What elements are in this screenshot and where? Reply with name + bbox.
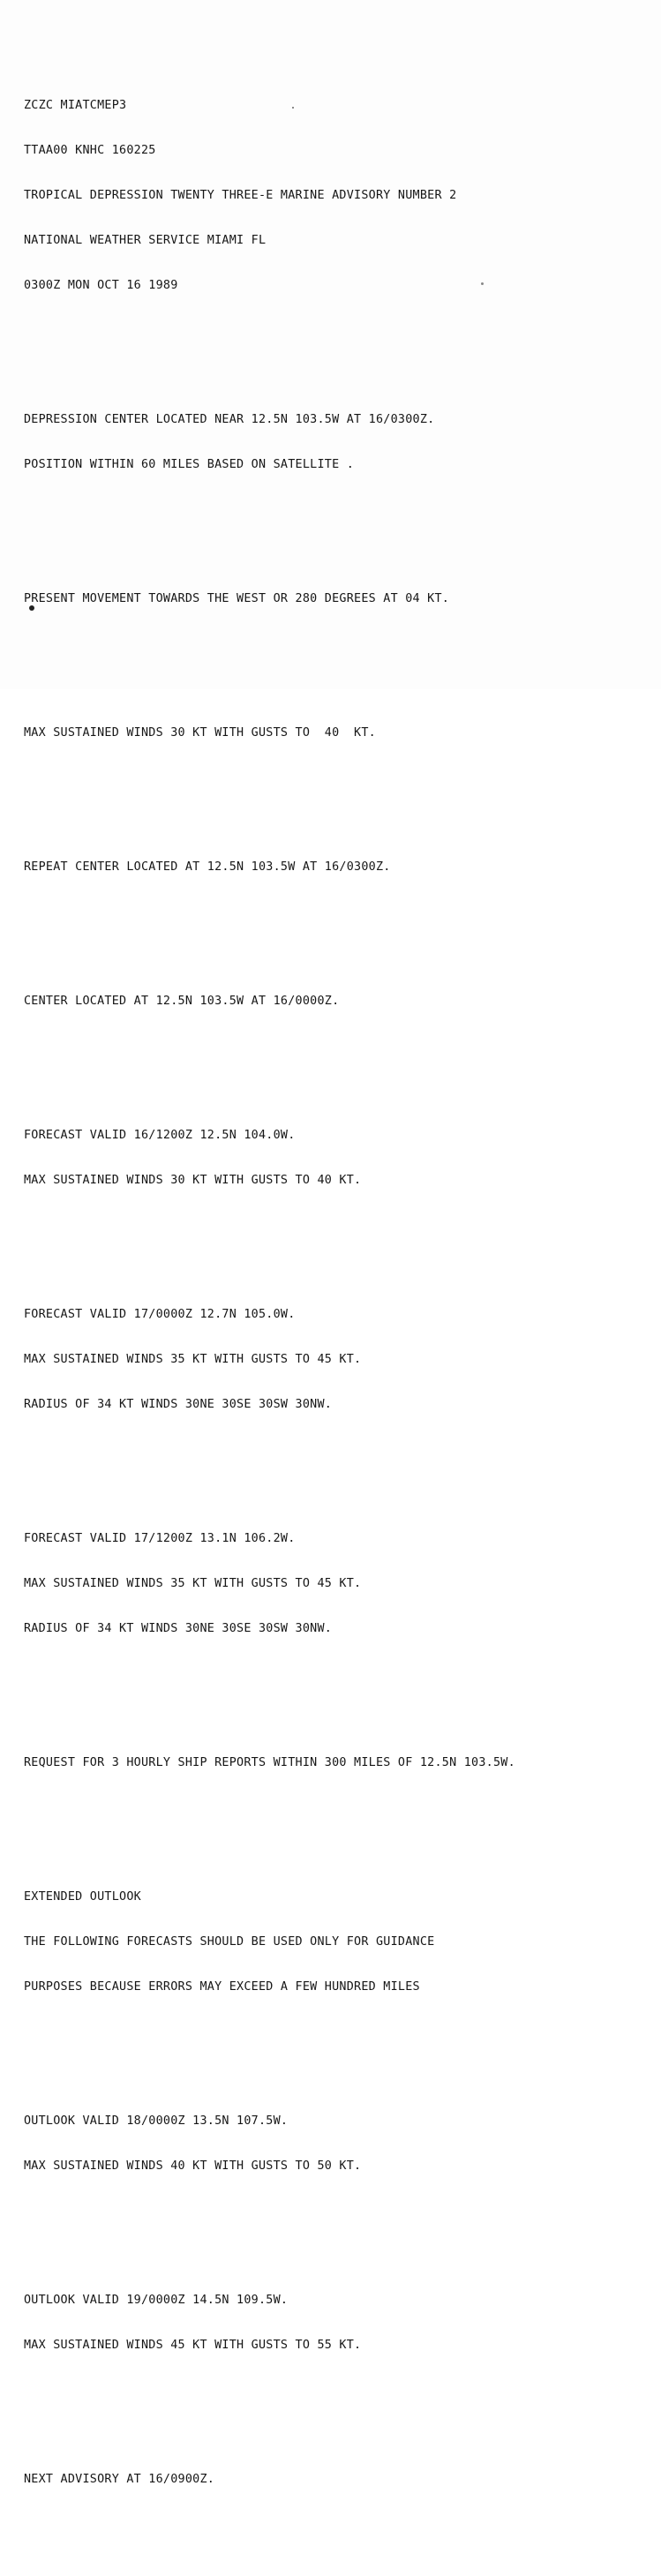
header-block <box>24 68 655 323</box>
movement-block <box>24 561 655 636</box>
transmission-id: ZCZC MIATCMEP3 <box>24 99 127 112</box>
ink-speck <box>481 282 484 285</box>
ship-reports-request-line: REQUEST FOR 3 HOURLY SHIP REPORTS WITHIN 300 MILES OF 12.5N 103.5W. <box>24 1756 515 1769</box>
issuing-office: NATIONAL WEATHER SERVICE MIAMI FL <box>24 234 267 247</box>
forecast-radius-line: RADIUS OF 34 KT WINDS 30NE 30SE 30SW 30NW. <box>24 1622 333 1635</box>
forecast-block-2 <box>24 1277 655 1442</box>
center-location-line: DEPRESSION CENTER LOCATED NEAR 12.5N 103.5W AT 16/0300Z. <box>24 413 435 426</box>
position-accuracy-line: POSITION WITHIN 60 MILES BASED ON SATELLITE . <box>24 458 355 471</box>
next-advisory-block <box>24 2442 655 2517</box>
outlook-block-2 <box>24 2263 655 2383</box>
forecast-winds-line: MAX SUSTAINED WINDS 30 KT WITH GUSTS TO 40 KT. <box>24 1174 362 1187</box>
max-winds-line: MAX SUSTAINED WINDS 30 KT WITH GUSTS TO 40 KT. <box>24 726 376 740</box>
forecast-valid-line: FORECAST VALID 17/0000Z 12.7N 105.0W. <box>24 1308 296 1321</box>
ink-speck <box>292 107 294 109</box>
forecast-valid-line: FORECAST VALID 16/1200Z 12.5N 104.0W. <box>24 1129 296 1142</box>
next-advisory-line: NEXT ADVISORY AT 16/0900Z. <box>24 2473 215 2486</box>
outlook-winds-line: MAX SUSTAINED WINDS 45 KT WITH GUSTS TO 55 KT. <box>24 2339 362 2352</box>
extended-outlook-block <box>24 1859 655 2024</box>
wmo-header: TTAA00 KNHC 160225 <box>24 144 156 157</box>
issue-time: 0300Z MON OCT 16 1989 <box>24 279 178 292</box>
ink-speck <box>29 605 34 611</box>
forecast-winds-line: MAX SUSTAINED WINDS 35 KT WITH GUSTS TO 45 KT. <box>24 1577 362 1590</box>
request-block <box>24 1725 655 1800</box>
extended-outlook-note-1: THE FOLLOWING FORECASTS SHOULD BE USED ONLY FOR GUIDANCE <box>24 1935 435 1949</box>
forecast-radius-line: RADIUS OF 34 KT WINDS 30NE 30SE 30SW 30NW. <box>24 1398 333 1411</box>
forecast-block-1 <box>24 1098 655 1218</box>
forecast-block-3 <box>24 1501 655 1666</box>
winds-block <box>24 695 655 770</box>
outlook-valid-line: OUTLOOK VALID 19/0000Z 14.5N 109.5W. <box>24 2294 289 2307</box>
forecast-winds-line: MAX SUSTAINED WINDS 35 KT WITH GUSTS TO 45 KT. <box>24 1353 362 1366</box>
repeat-block <box>24 830 655 905</box>
forecast-valid-line: FORECAST VALID 17/1200Z 13.1N 106.2W. <box>24 1532 296 1545</box>
center-located-line: CENTER LOCATED AT 12.5N 103.5W AT 16/0000Z. <box>24 995 340 1008</box>
advisory-title: TROPICAL DEPRESSION TWENTY THREE-E MARINE ADVISORY NUMBER 2 <box>24 189 457 202</box>
extended-outlook-note-2: PURPOSES BECAUSE ERRORS MAY EXCEED A FEW HUNDRED MILES <box>24 1980 420 1994</box>
repeat-center-line: REPEAT CENTER LOCATED AT 12.5N 103.5W AT 16/0300Z. <box>24 860 391 874</box>
advisory-text <box>24 23 655 2576</box>
outlook-valid-line: OUTLOOK VALID 18/0000Z 13.5N 107.5W. <box>24 2114 289 2128</box>
movement-line: PRESENT MOVEMENT TOWARDS THE WEST OR 280 DEGREES AT 04 KT. <box>24 592 450 605</box>
outlook-block-1 <box>24 2084 655 2204</box>
extended-outlook-heading: EXTENDED OUTLOOK <box>24 1890 141 1904</box>
outlook-winds-line: MAX SUSTAINED WINDS 40 KT WITH GUSTS TO 50 KT. <box>24 2159 362 2173</box>
center-block <box>24 964 655 1039</box>
position-block <box>24 382 655 502</box>
